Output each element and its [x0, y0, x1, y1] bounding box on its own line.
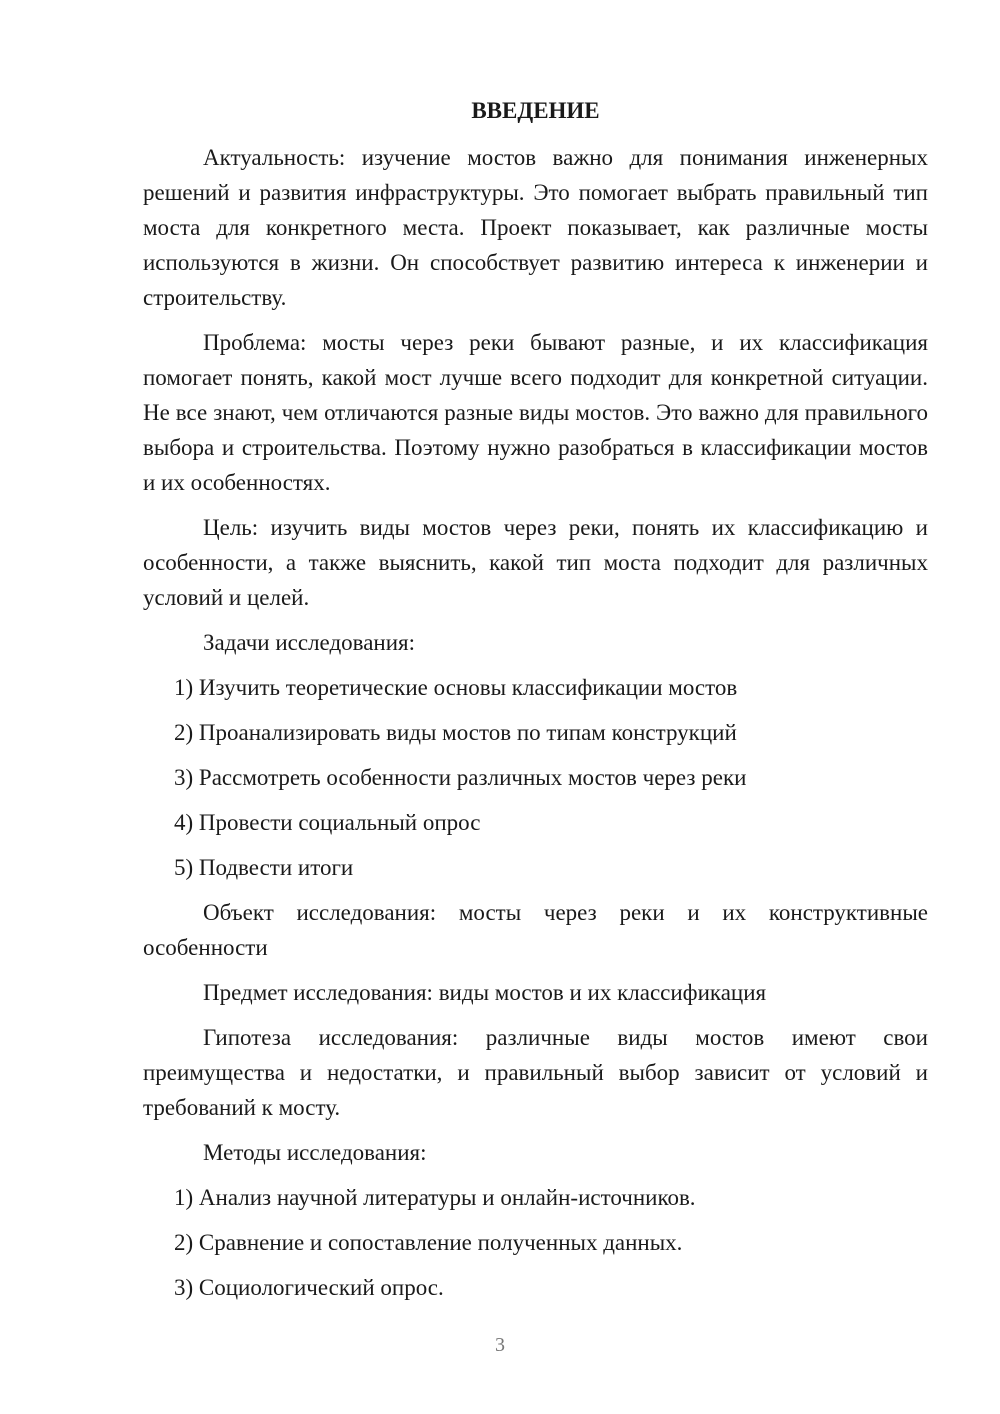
page-number: 3 — [495, 1334, 505, 1356]
method-item: 3) Социологический опрос. — [174, 1275, 444, 1300]
document-page — [143, 96, 928, 1315]
task-item: 4) Провести социальный опрос — [174, 810, 481, 835]
relevance-paragraph: Актуальность: изучение мостов важно для понимания инженерных решений и развития инфраструктуры. Это помогает выбрать правильный тип моста для конкретного места. Проект показывает, как различные мосты используются в жизни. Он способствует развитию интереса к инженерии и строительству. — [143, 145, 928, 310]
task-item: 3) Рассмотреть особенности различных мостов через реки — [174, 765, 747, 790]
page-title: ВВЕДЕНИЕ — [471, 98, 600, 123]
method-item: 1) Анализ научной литературы и онлайн-источников. — [174, 1185, 696, 1210]
tasks-heading: Задачи исследования: — [203, 630, 416, 655]
methods-heading: Методы исследования: — [203, 1140, 427, 1165]
problem-paragraph: Проблема: мосты через реки бывают разные, и их классификация помогает понять, какой мост лучше всего подходит для конкретной ситуации. Не все знают, чем отличаются разные виды мостов. Это важно для правильного выбора и строительства. Поэтому нужно разобраться в классификации мостов и их особенностях. — [143, 330, 928, 495]
methods-list — [143, 1180, 928, 1305]
task-item: 2) Проанализировать виды мостов по типам конструкций — [174, 720, 737, 745]
subject-paragraph: Предмет исследования: виды мостов и их классификация — [203, 980, 767, 1005]
task-item: 1) Изучить теоретические основы классификации мостов — [174, 675, 738, 700]
goal-paragraph: Цель: изучить виды мостов через реки, понять их классификацию и особенности, а также выяснить, какой тип моста подходит для различных условий и целей. — [143, 515, 928, 610]
tasks-list — [143, 670, 928, 885]
method-item: 2) Сравнение и сопоставление полученных данных. — [174, 1230, 683, 1255]
task-item: 5) Подвести итоги — [174, 855, 354, 880]
hypothesis-paragraph: Гипотеза исследования: различные виды мостов имеют свои преимущества и недостатки, и правильный выбор зависит от условий и требований к мосту. — [143, 1025, 928, 1120]
object-paragraph: Объект исследования: мосты через реки и их конструктивные особенности — [143, 900, 928, 960]
